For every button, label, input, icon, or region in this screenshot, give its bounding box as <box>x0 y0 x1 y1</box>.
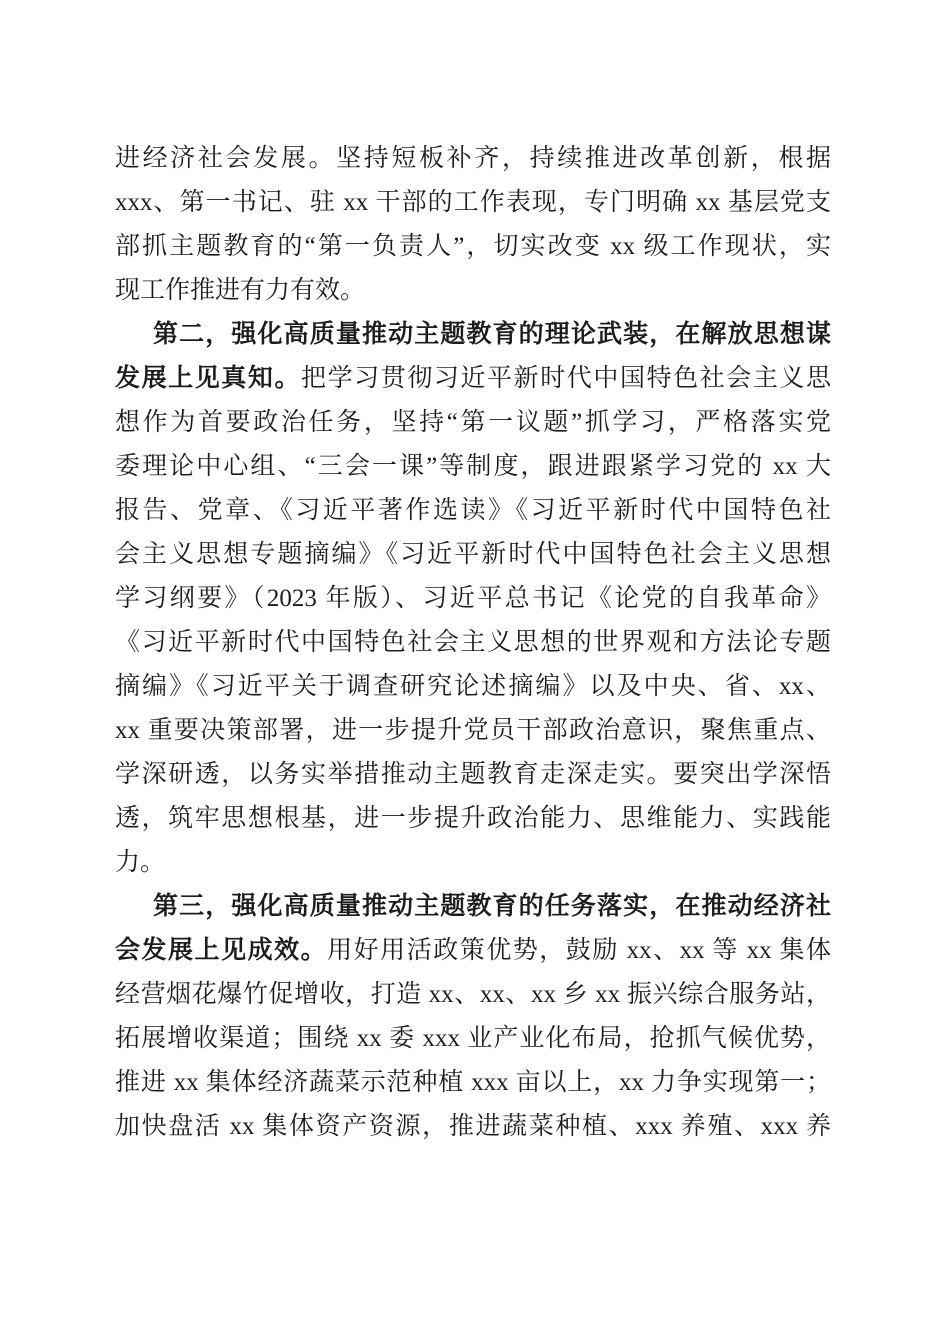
paragraph-1 <box>115 137 831 313</box>
text-line <box>115 1061 831 1105</box>
text-run: 现工作推进有力有效。 <box>115 277 366 304</box>
text-run: 把学习贯彻习近平新时代中国特色社会主义思 <box>301 365 831 392</box>
text-run: xx 重要决策部署，进一步提升党员干部政治意识，聚焦重点、 <box>115 717 831 744</box>
text-run: 摘编》《习近平关于调查研究论述摘编》以及中央、省、xx、 <box>115 673 831 700</box>
text-run: 力。 <box>115 849 166 876</box>
page-body <box>115 137 831 1149</box>
text-line <box>115 753 831 797</box>
text-line <box>115 445 831 489</box>
text-run: 报告、党章、《习近平著作选读》《习近平新时代中国特色社 <box>115 497 831 524</box>
text-line <box>115 489 831 533</box>
bold-text-run: 发展上见真知。 <box>115 365 302 392</box>
text-line <box>115 357 831 401</box>
text-line <box>115 621 831 665</box>
text-line <box>115 973 831 1017</box>
text-run: 学深研透，以务实举措推动主题教育走深走实。要突出学深悟 <box>115 761 831 788</box>
text-line <box>115 401 831 445</box>
text-line <box>115 1017 831 1061</box>
text-run: 部抓主题教育的“第一负责人”，切实改变 xx 级工作现状，实 <box>115 233 831 260</box>
text-run: 会主义思想专题摘编》《习近平新时代中国特色社会主义思想 <box>115 541 831 568</box>
paragraph-2 <box>115 313 831 885</box>
text-line <box>115 137 831 181</box>
text-run: 经营烟花爆竹促增收，打造 xx、xx、xx 乡 xx 振兴综合服务站， <box>115 981 831 1008</box>
text-line <box>115 313 831 357</box>
text-run: xxx、第一书记、驻 xx 干部的工作表现，专门明确 xx 基层党支 <box>115 189 831 216</box>
text-run: 学习纲要》（2023 年版）、习近平总书记《论党的自我革命》 <box>115 585 831 612</box>
paragraph-3 <box>115 885 831 1149</box>
text-run: 拓展增收渠道；围绕 xx 委 xxx 业产业化布局，抢抓气候优势， <box>115 1025 831 1052</box>
text-line <box>115 577 831 621</box>
text-run: 用好用活政策优势，鼓励 xx、xx 等 xx 集体 <box>327 937 831 964</box>
text-run: 进经济社会发展。坚持短板补齐，持续推进改革创新，根据 <box>115 145 831 172</box>
text-run: 想作为首要政治任务，坚持“第一议题”抓学习，严格落实党 <box>115 409 831 436</box>
text-run: 《习近平新时代中国特色社会主义思想的世界观和方法论专题 <box>115 629 831 656</box>
bold-text-run: 会发展上见成效。 <box>115 937 328 964</box>
text-line <box>115 181 831 225</box>
bold-text-run: 第三，强化高质量推动主题教育的任务落实，在推动经济社 <box>153 893 831 920</box>
text-line <box>115 1105 831 1149</box>
text-line <box>115 269 831 313</box>
text-run: 委理论中心组、“三会一课”等制度，跟进跟紧学习党的 xx 大 <box>115 453 831 480</box>
text-line <box>115 533 831 577</box>
text-line <box>115 797 831 841</box>
text-line <box>115 665 831 709</box>
bold-text-run: 第二，强化高质量推动主题教育的理论武装，在解放思想谋 <box>153 321 831 348</box>
text-line <box>115 929 831 973</box>
text-run: 推进 xx 集体经济蔬菜示范种植 xxx 亩以上，xx 力争实现第一； <box>115 1069 831 1096</box>
text-line <box>115 841 831 885</box>
text-run: 加快盘活 xx 集体资产资源，推进蔬菜种植、xxx 养殖、xxx 养 <box>115 1113 831 1140</box>
text-run: 透，筑牢思想根基，进一步提升政治能力、思维能力、实践能 <box>115 805 831 832</box>
text-line <box>115 709 831 753</box>
text-line <box>115 885 831 929</box>
text-line <box>115 225 831 269</box>
